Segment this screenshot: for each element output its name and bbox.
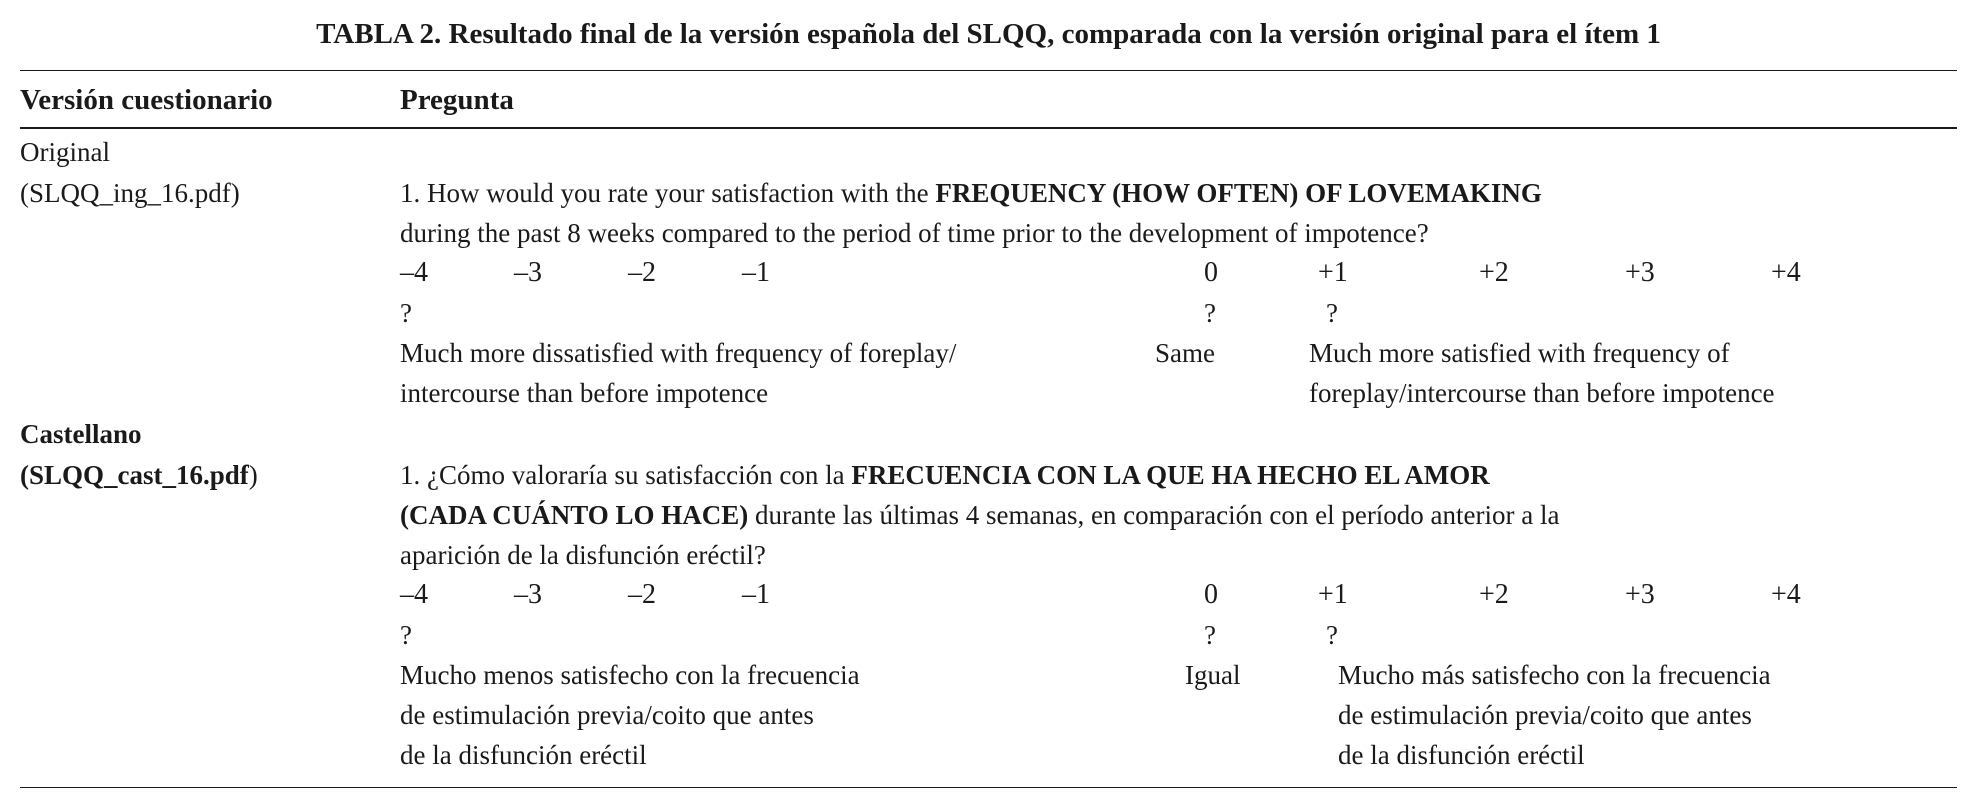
question-line-1 (400, 455, 1490, 495)
scale-value: +4 (1771, 257, 1801, 288)
scale-value: –1 (742, 257, 770, 288)
scale-mark: ? (1204, 620, 1216, 650)
scale-value: +1 (1318, 579, 1348, 610)
scale-mark: ? (1326, 620, 1338, 650)
scale-value: +3 (1625, 579, 1655, 610)
question-text: 1. How would you rate your satisfaction with the (400, 178, 936, 208)
anchor-right: de la disfunción eréctil (1338, 740, 1585, 770)
anchor-left: de la disfunción eréctil (400, 740, 647, 770)
question-line-2: during the past 8 weeks compared to the period of time prior to the development of impotence? (400, 218, 1429, 248)
scale-value: +2 (1479, 579, 1509, 610)
scale-value: –1 (742, 579, 770, 610)
top-rule (20, 70, 1957, 71)
scale-value: –3 (514, 257, 542, 288)
scale-value: –2 (628, 257, 656, 288)
scale-value: 0 (1204, 257, 1218, 288)
scale-value: 0 (1204, 579, 1218, 610)
anchor-right: de estimulación previa/coito que antes (1338, 700, 1752, 730)
scale-value: +4 (1771, 579, 1801, 610)
scale-value: –2 (628, 579, 656, 610)
question-line-2 (400, 495, 1559, 535)
scale-mark: ? (1204, 298, 1216, 328)
anchor-right: foreplay/intercourse than before impotence (1309, 378, 1775, 408)
bottom-rule (20, 787, 1957, 788)
question-emphasis: (CADA CUÁNTO LO HACE) (400, 500, 749, 530)
version-file-name: (SLQQ_cast_16.pdf (20, 460, 249, 490)
anchor-mid: Same (1155, 338, 1215, 368)
anchor-right: Mucho más satisfecho con la frecuencia (1338, 660, 1771, 690)
scale-value: +3 (1625, 257, 1655, 288)
scale-mark: ? (1326, 298, 1338, 328)
header-rule (20, 127, 1957, 129)
version-file: (SLQQ_ing_16.pdf) (20, 178, 240, 208)
table-title: TABLA 2. Resultado final de la versión española del SLQQ, comparada con la versión original para el ítem 1 (316, 18, 1661, 50)
version-label: Original (20, 137, 110, 167)
scale-value: –4 (400, 579, 428, 610)
question-line-1 (400, 173, 1542, 213)
version-file-paren: ) (248, 460, 258, 490)
question-text: 1. ¿Cómo valoraría su satisfacción con la (400, 460, 852, 490)
scale-value: –3 (514, 579, 542, 610)
anchor-right: Much more satisfied with frequency of (1309, 338, 1730, 368)
version-file (20, 455, 258, 495)
anchor-left: de estimulación previa/coito que antes (400, 700, 814, 730)
anchor-left: intercourse than before impotence (400, 378, 769, 408)
scale-mark: ? (400, 620, 412, 650)
anchor-mid: Igual (1185, 660, 1241, 690)
version-label: Castellano (20, 419, 142, 449)
question-emphasis: FRECUENCIA CON LA QUE HA HECHO EL AMOR (851, 460, 1490, 490)
scale-value: –4 (400, 257, 428, 288)
anchor-left: Mucho menos satisfecho con la frecuencia (400, 660, 860, 690)
header-question: Pregunta (400, 84, 514, 116)
scale-value: +1 (1318, 257, 1348, 288)
scale-value: +2 (1479, 257, 1509, 288)
scale-mark: ? (400, 298, 412, 328)
question-emphasis: FREQUENCY (HOW OFTEN) OF LOVEMAKING (935, 178, 1542, 208)
question-line-3: aparición de la disfunción eréctil? (400, 540, 766, 570)
question-text: durante las últimas 4 semanas, en comparación con el período anterior a la (748, 500, 1560, 530)
header-version: Versión cuestionario (20, 84, 273, 116)
anchor-left: Much more dissatisfied with frequency of foreplay/ (400, 338, 957, 368)
